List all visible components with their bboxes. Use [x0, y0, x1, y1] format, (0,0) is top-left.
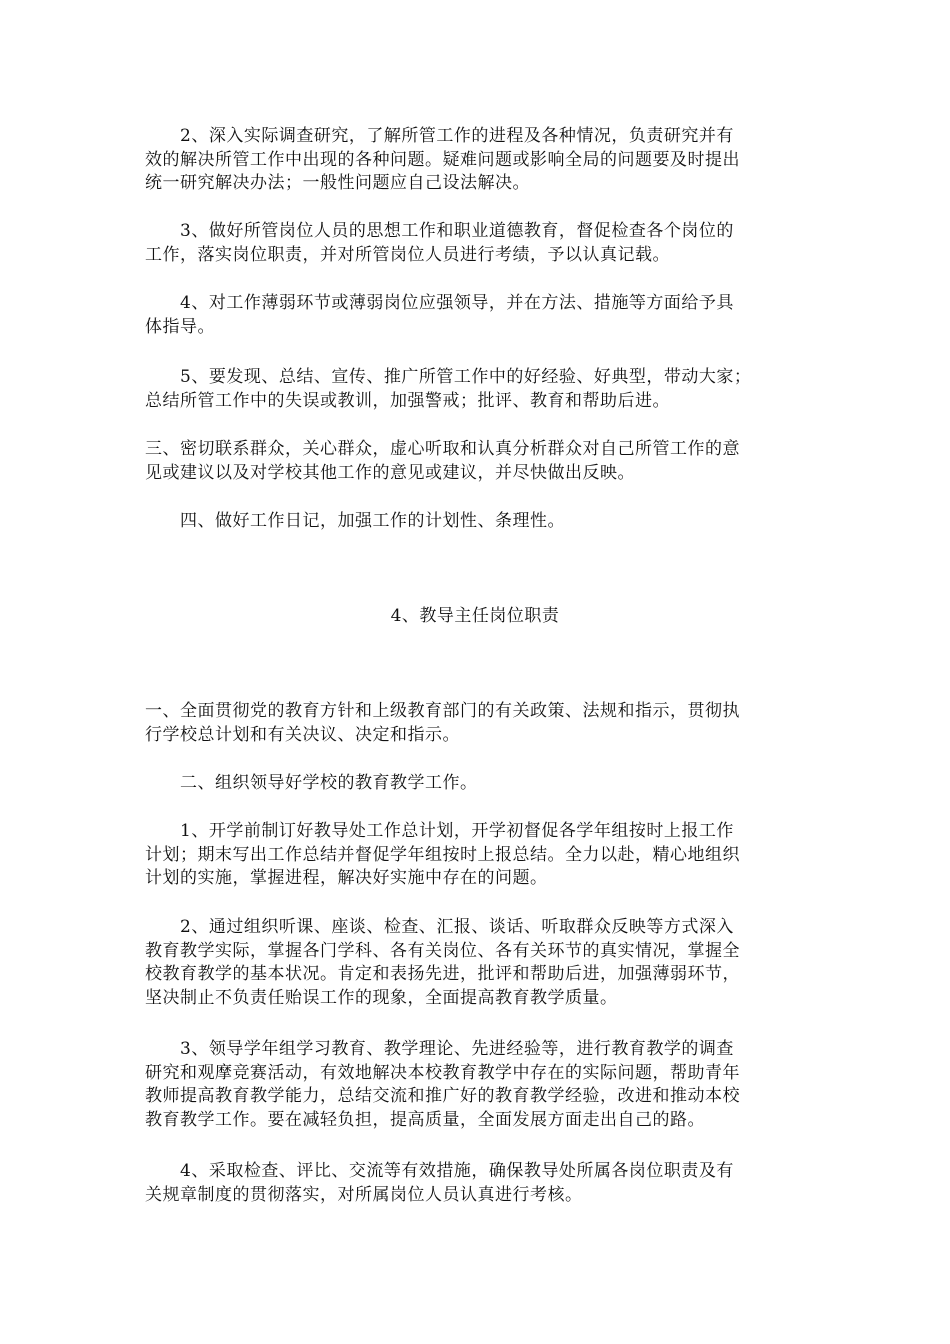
text-line: 教育教学工作。要在减轻负担，提高质量，全面发展方面走出自己的路。: [145, 1109, 705, 1130]
text-line: 校教育教学的基本状况。肯定和表扬先进，批评和帮助后进，加强薄弱环节，: [145, 964, 740, 984]
text-line: 1、开学前制订好教导处工作总计划，开学初督促各学年组按时上报工作: [145, 821, 734, 841]
text-line: 效的解决所管工作中出现的各种问题。疑难问题或影响全局的问题要及时提出: [145, 149, 740, 170]
text-line: 计划；期末写出工作总结并督促学年组按时上报总结。全力以赴，精心地组织: [145, 844, 740, 865]
text-line: 体指导。: [145, 316, 215, 337]
text-line: 5、要发现、总结、宣传、推广所管工作中的好经验、好典型，带动大家；: [145, 367, 752, 387]
text-line: 总结所管工作中的失误或教训，加强警戒；批评、教育和帮助后进。: [145, 390, 670, 411]
text-line: 4、对工作薄弱环节或薄弱岗位应强领导，并在方法、措施等方面给予具: [145, 293, 734, 313]
section-title: 4、教导主任岗位职责: [390, 606, 560, 626]
text-line: 四、做好工作日记，加强工作的计划性、条理性。: [145, 511, 565, 531]
text-line: 2、通过组织听课、座谈、检查、汇报、谈话、听取群众反映等方式深入: [145, 917, 734, 937]
text-line: 2、深入实际调查研究，了解所管工作的进程及各种情况，负责研究并有: [145, 126, 734, 146]
paragraph-duty-4: [145, 292, 810, 339]
paragraph-main-duty-2: [145, 916, 810, 1010]
text-line: 二、组织领导好学校的教育教学工作。: [145, 773, 478, 793]
paragraph-duty-3: [145, 220, 810, 267]
text-line: 统一研究解决办法；一般性问题应自己设法解决。: [145, 173, 530, 193]
text-line: 3、做好所管岗位人员的思想工作和职业道德教育，督促检查各个岗位的: [145, 221, 734, 241]
text-line: 研究和观摩竞赛活动，有效地解决本校教育教学中存在的实际问题，帮助青年: [145, 1062, 740, 1083]
text-line: 4、采取检查、评比、交流等有效措施，确保教导处所属各岗位职责及有: [145, 1161, 734, 1181]
paragraph-duty-5: [145, 366, 810, 413]
paragraph-item-two: [145, 772, 810, 796]
text-line: 坚决制止不负责任贻误工作的现象，全面提高教育教学质量。: [145, 987, 618, 1008]
paragraph-section-four: [145, 510, 810, 534]
paragraph-section-three: [145, 438, 810, 485]
text-line: 工作，落实岗位职责，并对所管岗位人员进行考绩，予以认真记载。: [145, 244, 670, 265]
text-line: 三、密切联系群众，关心群众，虚心听取和认真分析群众对自己所管工作的意: [145, 439, 740, 459]
paragraph-duty-2: [145, 125, 810, 196]
paragraph-main-duty-4: [145, 1160, 810, 1207]
paragraph-main-duty-1: [145, 820, 810, 891]
paragraph-item-one: [145, 700, 810, 747]
text-line: 计划的实施，掌握进程，解决好实施中存在的问题。: [145, 868, 548, 888]
text-line: 行学校总计划和有关决议、决定和指示。: [145, 724, 460, 745]
text-line: 教育教学实际，掌握各门学科、各有关岗位、各有关环节的真实情况，掌握全: [145, 940, 740, 961]
text-line: 一、全面贯彻党的教育方针和上级教育部门的有关政策、法规和指示，贯彻执: [145, 701, 740, 721]
text-line: 见或建议以及对学校其他工作的意见或建议，并尽快做出反映。: [145, 462, 635, 483]
text-line: 教师提高教育教学能力，总结交流和推广好的教育教学经验，改进和推动本校: [145, 1086, 740, 1106]
text-line: 关规章制度的贯彻落实，对所属岗位人员认真进行考核。: [145, 1184, 583, 1205]
paragraph-main-duty-3: [145, 1038, 810, 1132]
text-line: 3、领导学年组学习教育、教学理论、先进经验等，进行教育教学的调查: [145, 1039, 734, 1059]
